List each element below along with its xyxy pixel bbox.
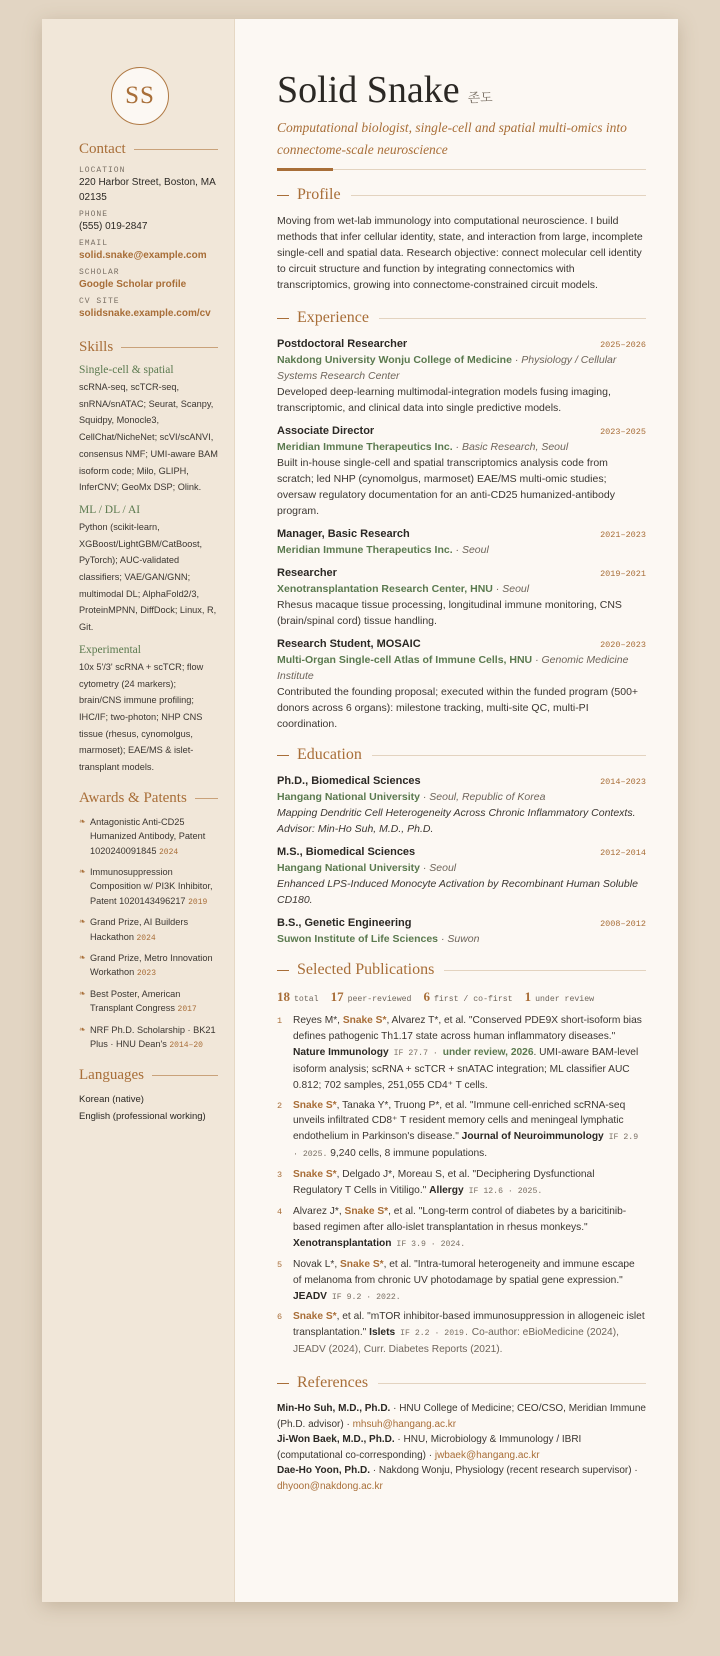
pub-impact: IF 12.6 · 2025. <box>463 1187 543 1197</box>
award-marker-icon: ❧ <box>79 866 86 876</box>
reference-desc: · HNU, Microbiology & Immunology / IBRI (computational co-corresponding) · <box>277 1434 582 1461</box>
job-dept: · Physiology / Cellular Systems Research Center <box>277 354 617 382</box>
pub-status: under review, 2026 <box>442 1046 534 1058</box>
award-text: Grand Prize, AI Builders Hackathon <box>90 917 189 942</box>
job-desc: Contributed the founding proposal; executed within the funded program (500+ donors across 6 organs): milestone tracking, multi-site QC, multi-PI coordination. <box>277 686 639 730</box>
award-item <box>79 987 218 1018</box>
references-title: References <box>297 1374 369 1392</box>
awards-heading <box>79 790 218 807</box>
award-text: Immunosuppression Composition w/ PI3K Inhibitor, Patent 1020143496217 <box>90 866 213 906</box>
pub-title: , et al. "Long-term control of diabetes by a baricitinib-based regimen after allo-islet transplantation in rhesus monkeys." <box>293 1205 627 1233</box>
profile-heading <box>277 186 646 204</box>
reference-item <box>277 1401 646 1432</box>
reference-name: Ji-Won Baek, M.D., Ph.D. <box>277 1434 395 1446</box>
pub-title: , et al. "mTOR inhibitor-based immunosuppression in allogeneic islet transplantation." <box>293 1311 645 1339</box>
publication-number: 6 <box>277 1312 283 1323</box>
publication-item <box>277 1257 646 1306</box>
publication-number: 5 <box>277 1259 283 1270</box>
job-org: Meridian Immune Therapeutics Inc. <box>277 544 453 556</box>
award-marker-icon: ❧ <box>79 1024 86 1034</box>
skill-group-title: ML / DL / AI <box>79 503 141 516</box>
pub-note: 9,240 cells, 8 immune populations. <box>327 1148 488 1160</box>
job-dept: · Seoul <box>492 583 530 595</box>
pub-self-author: Snake S* <box>342 1015 387 1026</box>
publication-item <box>277 1309 646 1358</box>
experience-title: Experience <box>297 309 369 326</box>
award-year: 2019 <box>188 897 208 907</box>
degree-school: Hangang National University <box>277 862 420 874</box>
pub-self-author: Snake S* <box>293 1311 337 1323</box>
award-item <box>79 1023 218 1054</box>
award-item <box>79 865 218 910</box>
degree-title: M.S., Biomedical Sciences <box>277 846 416 858</box>
job-org: Xenotransplantation Research Center, HNU <box>277 583 493 595</box>
pub-authors: Alvarez J*, <box>293 1205 345 1217</box>
job-desc: Built in-house single-cell and spatial transcriptomics analysis code from scratch; led NHP (cynomolgus, marmoset) EAE/MS multi-omic studies; oversaw regulatory documentation for an anti-CD25 humanized-antibody program. <box>277 457 615 517</box>
language-item: Korean (native) <box>79 1094 144 1106</box>
references-heading <box>277 1374 646 1392</box>
full-name: Solid Snake <box>277 69 460 111</box>
languages-title: Languages <box>79 1067 144 1084</box>
degree-location: · Suwon <box>438 933 480 945</box>
scholar-label: SCHOLAR <box>79 268 120 277</box>
degree-location: · Seoul, Republic of Korea <box>419 791 546 803</box>
pub-self-author: Snake S* <box>293 1169 337 1181</box>
pub-self-author: Snake S* <box>344 1205 389 1217</box>
scholar-link[interactable]: Google Scholar profile <box>79 279 187 290</box>
reference-desc: · Nakdong Wonju, Physiology (recent research supervisor) · <box>369 1465 638 1477</box>
degree-thesis: Enhanced LPS-Induced Monocyte Activation by Recombinant Human Soluble CD180. <box>277 878 638 906</box>
skill-group-body: Python (scikit-learn, XGBoost/LightGBM/CatBoost, PyTorch); AUC-validated classifiers; VAE/GAN/GNN; multimodal DL; AlphaFold2/3, ProteinMPNN, DiffDock; Linux, R, Git. <box>79 521 217 633</box>
header-rule <box>277 169 646 170</box>
education-heading <box>277 746 646 764</box>
experience-item <box>277 636 646 732</box>
job-org: Multi-Organ Single-cell Atlas of Immune Cells, HNU <box>277 654 533 666</box>
degree-school: Suwon Institute of Life Sciences <box>277 933 439 945</box>
education-item <box>277 915 646 947</box>
stat-number: 18 <box>277 989 290 1004</box>
skill-group <box>79 504 218 636</box>
job-dept: · Seoul <box>452 544 489 556</box>
stat-number: 1 <box>524 989 532 1004</box>
skills-heading <box>79 339 218 356</box>
award-item <box>79 815 218 860</box>
publication-item <box>277 1204 646 1253</box>
degree-title: B.S., Genetic Engineering <box>277 917 412 929</box>
reference-desc: · HNU College of Medicine; CEO/CSO, Meridian Immune (Ph.D. advisor) · <box>277 1403 646 1430</box>
publications-heading <box>277 961 646 979</box>
award-text: Best Poster, American Transplant Congress <box>90 988 181 1014</box>
job-desc: Rhesus macaque tissue processing, longitudinal immune monitoring, CNS (brain/spinal cord) tissue handling. <box>277 599 622 627</box>
job-title: Postdoctoral Researcher <box>277 338 408 350</box>
native-name: 존도 <box>467 90 493 105</box>
degree-dates: 2008–2012 <box>600 919 646 929</box>
pub-journal: Journal of Neuroimmunology <box>461 1131 604 1143</box>
stat-label: first / co-first <box>433 995 513 1004</box>
email-label: EMAIL <box>79 239 109 248</box>
degree-school: Hangang National University <box>277 791 420 803</box>
degree-location: · Seoul <box>419 862 457 874</box>
job-dept: · Genomic Medicine Institute <box>277 654 629 682</box>
pub-note: . UMI-aware BAM-level isoform analysis; scRNA + scTCR + snATAC integration; ML classifier AUC 0.812; 702 samples, 251,055 CD4⁺ T cells. <box>293 1046 639 1091</box>
pub-journal: JEADV <box>293 1290 327 1302</box>
job-title: Associate Director <box>277 425 375 437</box>
pub-title: , Alvarez T*, et al. "Conserved PDE9X short-isoform bias defines pathogenic Th1.17 state across human inflammatory diseases." <box>293 1015 642 1042</box>
award-text: Antagonistic Anti-CD25 Humanized Antibody, Patent 1020240091845 <box>90 816 206 856</box>
job-desc: Developed deep-learning multimodal-integration models fusing imaging, transcriptomic, and clinical data into single predictive models. <box>277 386 611 414</box>
main-content <box>235 19 678 1602</box>
resume-page <box>42 19 678 1602</box>
pub-title: , Delgado J*, Moreau S, et al. "Deciphering Dysfunctional Regulatory T Cells in Vitiligo." <box>293 1169 595 1197</box>
job-dates: 2021–2023 <box>600 530 646 540</box>
skill-group <box>79 644 218 776</box>
name-row <box>277 69 646 111</box>
job-dates: 2020–2023 <box>600 640 646 650</box>
award-text: NRF Ph.D. Scholarship · BK21 Plus · HNU Dean's <box>90 1024 216 1050</box>
stat-label: total <box>294 995 319 1004</box>
experience-item <box>277 423 646 519</box>
stat-label: peer-reviewed <box>347 995 412 1004</box>
pub-journal: Allergy <box>429 1185 464 1197</box>
stat-label: under review <box>535 995 595 1004</box>
award-item <box>79 951 218 982</box>
pub-note: Co-author: eBioMedicine (2024), JEADV (2024), Curr. Diabetes Reports (2021). <box>293 1327 619 1356</box>
award-year: 2024 <box>136 933 156 943</box>
publication-item <box>277 1013 646 1094</box>
pub-impact: IF 27.7 · <box>388 1048 443 1058</box>
location-label: LOCATION <box>79 166 126 175</box>
award-text: Grand Prize, Metro Innovation Workathon <box>90 953 213 978</box>
job-dates: 2019–2021 <box>600 569 646 579</box>
job-title: Manager, Basic Research <box>277 528 410 540</box>
pub-authors: Novak L*, <box>293 1258 340 1270</box>
phone-value: (555) 019-2847 <box>79 221 148 232</box>
education-item <box>277 773 646 837</box>
publication-number: 4 <box>277 1206 283 1217</box>
experience-heading <box>277 309 646 327</box>
reference-email-link[interactable]: dhyoon@nakdong.ac.kr <box>277 1480 383 1492</box>
job-org: Meridian Immune Therapeutics Inc. <box>277 441 453 453</box>
cv-label: CV SITE <box>79 297 120 306</box>
reference-item <box>277 1463 646 1494</box>
job-dept: · Basic Research, Seoul <box>452 441 569 453</box>
award-marker-icon: ❧ <box>79 988 86 998</box>
stat-number: 6 <box>423 989 430 1004</box>
award-item <box>79 915 218 946</box>
stat-total <box>277 988 319 1006</box>
pub-journal: Islets <box>369 1327 396 1339</box>
job-title: Researcher <box>277 567 337 579</box>
pub-self-author: Snake S* <box>293 1099 337 1111</box>
job-org: Nakdong University Wonju College of Medicine <box>277 354 512 366</box>
pub-title: , Tanaka Y*, Truong P*, et al. "Immune cell-enriched scRNA-seq unveils infiltrated CD8⁺ T resident memory cells and meningeal lymphatic endothelium in Parkinson's disease." <box>293 1099 626 1143</box>
skill-group-title: Experimental <box>79 643 141 656</box>
reference-email-link[interactable]: jwbaek@hangang.ac.kr <box>434 1449 540 1461</box>
degree-title: Ph.D., Biomedical Sciences <box>277 775 421 787</box>
publication-item <box>277 1167 646 1200</box>
cv-link[interactable]: solidsnake.example.com/cv <box>79 308 211 319</box>
publication-item <box>277 1098 646 1164</box>
stat-number: 17 <box>330 989 344 1004</box>
monogram-badge: SS <box>111 67 169 125</box>
award-year: 2014–20 <box>169 1041 203 1051</box>
award-year: 2024 <box>159 847 179 857</box>
profile-title: Profile <box>297 186 341 203</box>
award-marker-icon: ❧ <box>79 816 86 826</box>
degree-dates: 2012–2014 <box>600 848 646 858</box>
profile-body: Moving from wet-lab immunology into computational neuroscience. I build methods that infer cellular identity, state, and interaction from large, incomplete single-cell and spatial data. Research objective: connect molecular cell identity to circuit structure and function by integrating connectomics with transcriptomics, growing into connectome-constrained circuit models. <box>277 215 643 291</box>
pub-title: , et al. "Intra-tumoral heterogeneity and immune escape of melanoma from chronic UV photodamage by spatial gene expression." <box>293 1258 635 1286</box>
skills-title: Skills <box>79 339 114 355</box>
award-marker-icon: ❧ <box>79 953 86 963</box>
skill-group-title: Single-cell & spatial <box>79 364 174 376</box>
contact-title: Contact <box>79 141 126 157</box>
award-year: 2023 <box>136 969 157 979</box>
stat-peer-reviewed <box>331 988 412 1006</box>
publication-stats <box>277 988 646 1006</box>
location-value: 220 Harbor Street, Boston, MA 02135 <box>79 177 216 203</box>
pub-journal: Nature Immunology <box>293 1046 389 1058</box>
publication-number: 1 <box>277 1016 283 1026</box>
degree-thesis: Mapping Dendritic Cell Heterogeneity Across Chronic Inflammatory Contexts. Advisor: Min-Ho Suh, M.D., Ph.D. <box>277 807 636 835</box>
reference-name: Dae-Ho Yoon, Ph.D. <box>277 1465 370 1477</box>
pub-self-author: Snake S* <box>340 1258 384 1270</box>
skill-group-body: scRNA-seq, scTCR-seq, snRNA/snATAC; Seurat, Scanpy, Squidpy, Monocle3, CellChat/NicheNet; scVI/scANVI, consensus NMF; UMI-aware BAM isoform code; Milo, GLIPH, InferCNV; GeoMx DSP; Olink. <box>79 382 218 493</box>
pub-journal: Xenotransplantation <box>293 1237 392 1249</box>
job-dates: 2023–2025 <box>600 427 646 437</box>
pub-impact: IF 9.2 · 2022. <box>326 1292 401 1302</box>
stat-under-review <box>525 988 594 1006</box>
award-marker-icon: ❧ <box>79 917 86 927</box>
language-item: English (professional working) <box>79 1111 206 1123</box>
job-dates: 2025–2026 <box>600 340 646 350</box>
publications-title: Selected Publications <box>297 961 435 978</box>
phone-label: PHONE <box>79 210 109 219</box>
reference-email-link[interactable]: mhsuh@hangang.ac.kr <box>352 1418 457 1430</box>
job-title: Research Student, MOSAIC <box>277 638 421 650</box>
contact-heading <box>79 141 218 158</box>
degree-dates: 2014–2023 <box>600 777 646 787</box>
reference-item <box>277 1432 646 1463</box>
education-title: Education <box>297 746 362 763</box>
award-year: 2017 <box>177 1005 197 1015</box>
pub-impact: IF 2.2 · 2019. <box>395 1329 469 1339</box>
skill-group-body: 10x 5'/3' scRNA + scTCR; flow cytometry (24 markers); brain/CNS immune profiling; IHC/IF; two-photon; NHP CNS tissue (rhesus, cynomolgus, marmoset); EAE/MS & islet-transplant models. <box>79 661 204 773</box>
email-link[interactable]: solid.snake@example.com <box>79 250 207 261</box>
publication-number: 2 <box>277 1100 283 1111</box>
pub-impact: IF 3.9 · 2024. <box>391 1239 466 1249</box>
pub-authors: Reyes M*, <box>293 1015 343 1026</box>
awards-title: Awards & Patents <box>79 789 187 806</box>
publication-number: 3 <box>277 1170 283 1181</box>
experience-item <box>277 336 646 416</box>
stat-first-author <box>423 988 512 1006</box>
skill-group <box>79 364 218 496</box>
pub-impact: IF 2.9 · 2025. <box>293 1133 639 1160</box>
experience-item <box>277 526 646 558</box>
sidebar <box>42 19 235 1602</box>
tagline: Computational biologist, single-cell and spatial multi-omics into connectome-scale neuroscience <box>277 120 627 157</box>
languages-heading <box>79 1067 218 1084</box>
experience-item <box>277 565 646 629</box>
education-item <box>277 844 646 908</box>
reference-name: Min-Ho Suh, M.D., Ph.D. <box>277 1403 391 1415</box>
